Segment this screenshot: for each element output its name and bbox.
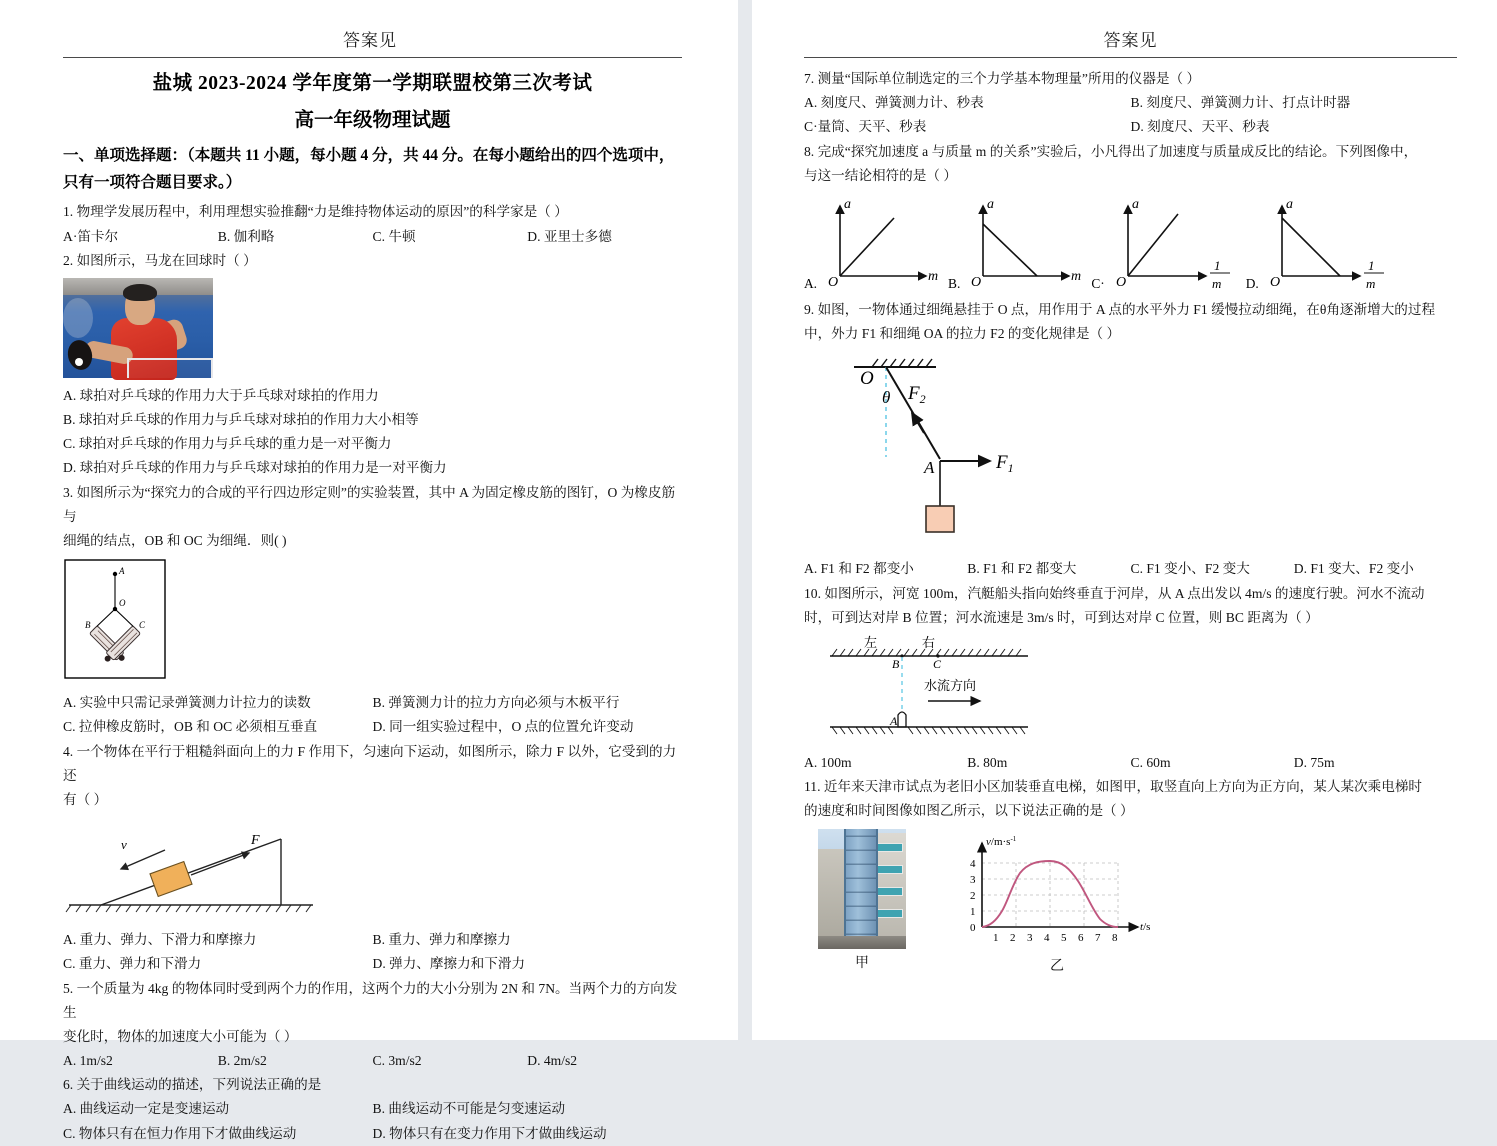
q4-option-c[interactable]: C. 重力、弹力和下滑力 xyxy=(63,956,202,972)
header-rule-left xyxy=(63,57,682,58)
q1-option-c[interactable]: C. 牛顿 xyxy=(372,228,416,244)
q5-option-b[interactable]: B. 2m/s2 xyxy=(217,1053,267,1069)
question-8-graphs xyxy=(804,194,1457,294)
q6-option-c[interactable]: C. 物体只有在恒力作用下才做曲线运动 xyxy=(63,1125,297,1141)
label-O: O xyxy=(860,368,874,390)
q2-option-d[interactable]: D. 球拍对乒乓球的作用力与乒乓球对球拍的作用力是一对平衡力 xyxy=(63,460,447,476)
question-4-options-row1 xyxy=(63,928,682,952)
exam-title: 盐城 2023-2024 学年度第一学期联盟校第三次考试 xyxy=(152,73,593,94)
question-4-options-row2 xyxy=(63,952,682,976)
q10-option-c[interactable]: C. 60m xyxy=(1130,754,1171,770)
xtick-4: 4 xyxy=(1044,932,1050,945)
incline-label-v: v xyxy=(121,837,127,853)
q8-graph-a xyxy=(804,194,948,294)
label-point-A: A xyxy=(890,713,898,728)
q1-option-a[interactable]: A·笛卡尔 xyxy=(63,228,119,244)
q6-option-b[interactable]: B. 曲线运动不可能是匀变速运动 xyxy=(372,1101,566,1117)
xtick-6: 6 xyxy=(1078,932,1084,945)
q5-option-a[interactable]: A. 1m/s2 xyxy=(63,1053,113,1069)
question-3-stem-line1: 3. 如图所示为“探究力的合成的平行四边形定则”的实验装置，其中 A 为固定橡皮筋的图钉，O 为橡皮筋与 xyxy=(63,484,676,524)
q9-option-c[interactable]: C. F1 变小、F2 变大 xyxy=(1130,561,1250,577)
q10-option-b[interactable]: B. 80m xyxy=(967,754,1008,770)
q8-graph-a-svg xyxy=(818,194,948,294)
q3-option-b[interactable]: B. 弹簧测力计的拉力方向必须与木板平行 xyxy=(372,695,620,711)
question-11-stem-line2: 的速度和时间图像如图乙所示，以下说法正确的是（ ） xyxy=(804,803,1134,819)
exam-subtitle: 高一年级物理试题 xyxy=(294,110,451,131)
q9-option-a[interactable]: A. F1 和 F2 都变小 xyxy=(804,561,914,577)
parallelogram-experiment-diagram xyxy=(63,558,167,680)
question-9-options xyxy=(804,557,1457,581)
hanging-object-diagram xyxy=(828,351,1058,546)
q8-graph-c xyxy=(1091,194,1245,294)
label-left-bank: 左 xyxy=(864,634,878,650)
q7-option-c[interactable]: C·量筒、天平、秒表 xyxy=(804,119,927,135)
question-3-figure xyxy=(63,558,682,685)
header-rule-right xyxy=(804,57,1457,58)
xtick-7: 7 xyxy=(1095,932,1101,945)
q5-option-c[interactable]: C. 3m/s2 xyxy=(372,1053,422,1069)
xtick-3: 3 xyxy=(1027,932,1033,945)
q5-option-d[interactable]: D. 4m/s2 xyxy=(527,1053,578,1069)
question-1-options xyxy=(63,225,682,249)
q7-option-d[interactable]: D. 刻度尺、天平、秒表 xyxy=(1130,119,1270,135)
label-point-B: B xyxy=(892,656,900,671)
q4-option-d[interactable]: D. 弹力、摩擦力和下滑力 xyxy=(372,956,526,972)
q10-option-a[interactable]: A. 100m xyxy=(804,754,852,770)
answer-note-right: 答案见 xyxy=(1103,31,1158,50)
question-9-figure xyxy=(828,351,1457,551)
question-6-options-row1 xyxy=(63,1097,682,1121)
question-4-figure xyxy=(63,817,682,922)
question-5-stem-line1: 5. 一个质量为 4kg 的物体同时受到两个力的作用，这两个力的大小分别为 2N 和 7N。当两个力的方向发生 xyxy=(63,980,678,1020)
q8-graph-d-letter: D. xyxy=(1245,275,1259,291)
answer-note-left: 答案见 xyxy=(343,31,397,50)
hanging-weight xyxy=(926,506,954,532)
question-6-options-row2 xyxy=(63,1122,682,1146)
svg-text:O: O xyxy=(1115,274,1126,290)
svg-text:1: 1 xyxy=(1367,257,1375,273)
svg-text:C: C xyxy=(139,620,146,631)
label-right-bank: 右 xyxy=(922,634,936,650)
xtick-1: 1 xyxy=(993,932,999,945)
ytick-4: 4 xyxy=(970,858,976,871)
velocity-time-chart xyxy=(952,829,1162,954)
question-6-stem: 6. 关于曲线运动的描述，下列说法正确的是 xyxy=(63,1077,322,1093)
q7-option-a[interactable]: A. 刻度尺、弹簧测力计、秒表 xyxy=(804,95,984,111)
question-8-stem-line1: 8. 完成“探究加速度 a 与质量 m 的关系”实验后，小凡得出了加速度与质量成反比的结论。下列图像中， xyxy=(804,143,1418,159)
river-crossing-diagram xyxy=(828,635,1078,740)
svg-text:a: a xyxy=(844,196,852,212)
q8-graph-b-letter: B. xyxy=(948,275,961,291)
elevator-figure-jia xyxy=(818,829,906,972)
label-point-C: C xyxy=(933,656,942,671)
ytick-0: 0 xyxy=(970,922,976,935)
question-3-options-row1 xyxy=(63,691,682,715)
question-4-stem-line2: 有（ ） xyxy=(63,791,108,807)
ytick-1: 1 xyxy=(970,906,976,919)
q8-graph-a-letter: A. xyxy=(804,275,818,291)
question-5-options xyxy=(63,1049,682,1073)
question-4-stem-line1: 4. 一个物体在平行于粗糙斜面向上的力 F 作用下，匀速向下运动，如图所示，除力 F 以外，它受到的力还 xyxy=(63,743,677,783)
q2-option-b[interactable]: B. 球拍对乒乓球的作用力与乒乓球对球拍的作用力大小相等 xyxy=(63,412,419,428)
question-3-options-row2 xyxy=(63,715,682,739)
svg-text:a: a xyxy=(1285,196,1293,212)
question-10-stem-line2: 时，可到达对岸 B 位置；河水流速是 3m/s 时，可到达对岸 C 位置，则 BC 距离为（ ） xyxy=(804,609,1319,625)
q9-option-d[interactable]: D. F1 变大、F2 变小 xyxy=(1293,561,1414,577)
q8-graph-b xyxy=(948,194,1091,294)
q8-graph-d xyxy=(1246,194,1400,294)
q8-graph-c-letter: C· xyxy=(1091,275,1105,291)
q9-option-b[interactable]: B. F1 和 F2 都变大 xyxy=(967,561,1077,577)
q1-option-d[interactable]: D. 亚里士多德 xyxy=(527,228,612,244)
svg-text:O: O xyxy=(828,274,839,290)
q6-option-a[interactable]: A. 曲线运动一定是变速运动 xyxy=(63,1101,230,1117)
incline-plane-diagram xyxy=(63,817,363,917)
question-8-stem-line2: 与这一结论相符的是（ ） xyxy=(804,167,957,183)
svg-text:B: B xyxy=(85,620,91,631)
caption-yi: 乙 xyxy=(1050,959,1064,975)
q8-graph-c-svg xyxy=(1106,194,1246,294)
question-11-stem-line1: 11. 近年来天津市试点为老旧小区加装垂直电梯，如图甲，取竖直向上方向为正方向，某人某次乘电梯时 xyxy=(804,779,1423,795)
q2-option-a[interactable]: A. 球拍对乒乓球的作用力大于乒乓球对球拍的作用力 xyxy=(63,387,379,403)
svg-text:1: 1 xyxy=(1213,257,1221,273)
svg-text:m: m xyxy=(928,268,939,284)
q10-option-d[interactable]: D. 75m xyxy=(1293,754,1335,770)
label-theta: θ xyxy=(882,388,891,408)
question-9-stem-line1: 9. 如图，一物体通过细绳悬挂于 O 点，用作用于 A 点的水平外力 F1 缓慢拉动细绳，在θ角逐渐增大的过程 xyxy=(804,301,1436,317)
chart-xlabel: t/s xyxy=(1140,921,1151,934)
question-1-stem: 1. 物理学发展历程中，利用理想实验推翻“力是维持物体运动的原因”的科学家是（ ） xyxy=(63,204,568,220)
q3-option-c[interactable]: C. 拉伸橡皮筋时，OB 和 OC 必须相互垂直 xyxy=(63,719,318,735)
elevator-photo xyxy=(818,829,906,949)
svg-text:A: A xyxy=(119,566,125,577)
question-3-stem-line2: 细绳的结点，OB 和 OC 为细绳．则( ) xyxy=(63,533,287,548)
xtick-2: 2 xyxy=(1010,932,1016,945)
q1-option-b[interactable]: B. 伽利略 xyxy=(217,228,275,244)
q2-option-c[interactable]: C. 球拍对乒乓球的作用力与乒乓球的重力是一对平衡力 xyxy=(63,436,392,452)
page-right xyxy=(752,0,1497,1040)
ytick-3: 3 xyxy=(970,874,976,887)
q4-option-b[interactable]: B. 重力、弹力和摩擦力 xyxy=(372,932,511,948)
section-heading: 一、单项选择题：（本题共 11 小题，每小题 4 分，共 44 分。在每小题给出的四个选项中，只有一项符合题目要求。） xyxy=(63,147,675,191)
svg-text:a: a xyxy=(987,196,995,212)
q3-option-d[interactable]: D. 同一组实验过程中，O 点的位置允许变动 xyxy=(372,719,634,735)
q7-option-b[interactable]: B. 刻度尺、弹簧测力计、打点计时器 xyxy=(1130,95,1351,111)
q8-graph-b-svg xyxy=(961,194,1091,294)
label-F2: $F_2$ xyxy=(908,383,926,407)
svg-text:m: m xyxy=(1365,275,1376,291)
xtick-5: 5 xyxy=(1061,932,1067,945)
question-10-options xyxy=(804,751,1457,775)
caption-jia: 甲 xyxy=(855,956,869,972)
table-tennis-photo xyxy=(63,278,213,378)
question-2-figure xyxy=(63,278,682,378)
question-10-figure xyxy=(828,635,1457,745)
xtick-8: 8 xyxy=(1112,932,1118,945)
label-F1: $F_1$ xyxy=(996,452,1014,476)
question-2-stem: 2. 如图所示，马龙在回球时（ ） xyxy=(63,252,257,268)
q3-option-a[interactable]: A. 实验中只需记录弹簧测力计拉力的读数 xyxy=(63,695,311,711)
question-10-stem-line1: 10. 如图所示，河宽 100m，汽艇船头指向始终垂直于河岸，从 A 点出发以 4m/s 的速度行驶。河水不流动 xyxy=(804,585,1425,601)
svg-text:O: O xyxy=(971,274,982,290)
question-7-stem: 7. 测量“国际单位制选定的三个力学基本物理量”所用的仪器是（ ） xyxy=(804,71,1201,86)
label-A: A xyxy=(924,458,935,478)
question-5-stem-line2: 变化时，物体的加速度大小可能为（ ） xyxy=(63,1028,298,1044)
ytick-2: 2 xyxy=(970,890,976,903)
svg-text:O: O xyxy=(1269,274,1280,290)
velocity-time-chart-wrapper xyxy=(952,829,1162,975)
question-11-figures xyxy=(804,829,1457,975)
question-9-stem-line2: 中，外力 F1 和细绳 OA 的拉力 F2 的变化规律是（ ） xyxy=(804,326,1121,342)
q6-option-d[interactable]: D. 物体只有在变力作用下才做曲线运动 xyxy=(372,1125,607,1141)
svg-text:m: m xyxy=(1071,268,1082,284)
label-flow-direction: 水流方向 xyxy=(924,677,977,693)
question-7-options-row1 xyxy=(804,91,1457,115)
chart-ylabel: $v/m\cdot s^{-1}$ xyxy=(986,835,1017,849)
svg-text:m: m xyxy=(1211,275,1222,291)
incline-label-F: F xyxy=(251,833,260,849)
svg-text:a: a xyxy=(1131,196,1139,212)
page-left xyxy=(0,0,738,1141)
q8-graph-d-svg xyxy=(1260,194,1400,294)
svg-text:O: O xyxy=(119,598,126,609)
q4-option-a[interactable]: A. 重力、弹力、下滑力和摩擦力 xyxy=(63,932,257,948)
question-7-options-row2 xyxy=(804,115,1457,139)
